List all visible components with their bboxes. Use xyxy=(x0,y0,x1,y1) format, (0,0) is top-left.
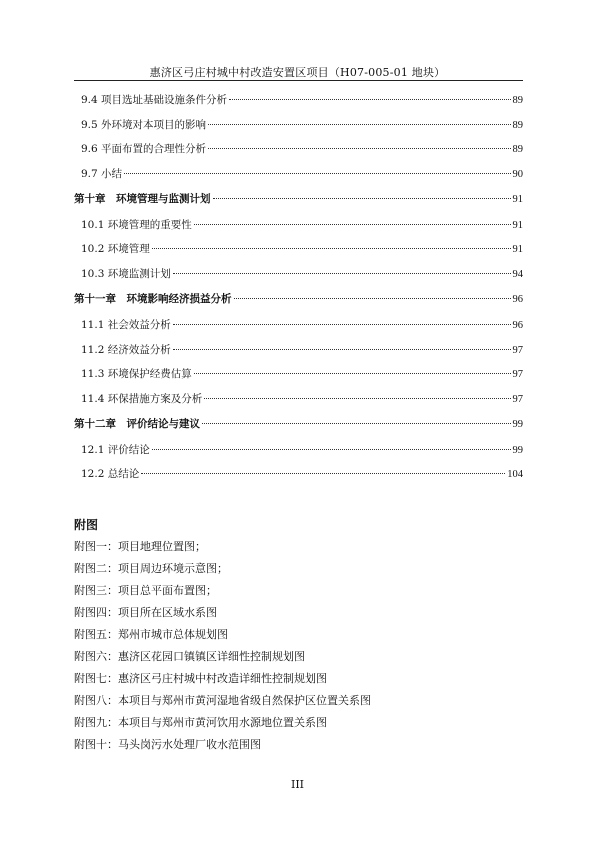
toc-leader-dots xyxy=(213,198,511,199)
toc-entry-page: 97 xyxy=(512,369,523,381)
toc-section-entry[interactable] xyxy=(74,141,523,166)
toc-entry-page: 91 xyxy=(512,244,523,256)
toc-entry-label: 11.4 环保措施方案及分析 xyxy=(81,392,203,405)
toc-entry-page: 99 xyxy=(512,418,523,430)
toc-entry-page: 89 xyxy=(512,119,523,131)
header-divider xyxy=(74,80,523,81)
toc-entry-page: 89 xyxy=(512,144,523,156)
appendix-item: 附图八：本项目与郑州市黄河湿地省级自然保护区位置关系图 xyxy=(74,694,371,707)
appendix-item: 附图十：马头岗污水处理厂收水范围图 xyxy=(74,738,261,751)
toc-leader-dots xyxy=(152,248,511,249)
page-number: III xyxy=(290,778,305,791)
toc-leader-dots xyxy=(194,224,511,225)
appendix-item: 附图五：郑州市城市总体规划图 xyxy=(74,628,228,641)
appendix-item: 附图九：本项目与郑州市黄河饮用水源地位置关系图 xyxy=(74,716,327,729)
toc-entry-label: 11.2 经济效益分析 xyxy=(81,343,171,356)
toc-section-entry[interactable] xyxy=(74,92,523,117)
toc-leader-dots xyxy=(173,349,511,350)
toc-section-entry[interactable] xyxy=(74,366,523,391)
appendix-item: 附图二：项目周边环境示意图； xyxy=(74,562,228,575)
toc-leader-dots xyxy=(204,398,510,399)
toc-entry-label: 11.1 社会效益分析 xyxy=(81,318,171,331)
toc-entry-page: 96 xyxy=(512,293,523,305)
toc-leader-dots xyxy=(173,273,511,274)
toc-leader-dots xyxy=(234,298,511,299)
toc-entry-page: 91 xyxy=(512,219,523,231)
toc-entry-label: 12.2 总结论 xyxy=(81,468,140,481)
toc-entry-label: 9.6 平面布置的合理性分析 xyxy=(81,143,207,156)
toc-leader-dots xyxy=(124,173,510,174)
toc-entry-label: 9.7 小结 xyxy=(81,168,123,181)
toc-leader-dots xyxy=(229,99,510,100)
toc-section-entry[interactable] xyxy=(74,241,523,266)
toc-section-entry[interactable] xyxy=(74,442,523,467)
toc-chapter-entry[interactable] xyxy=(74,416,523,442)
appendix-item: 附图四：项目所在区域水系图 xyxy=(74,606,217,619)
appendix-list xyxy=(74,536,523,756)
toc-section-entry[interactable] xyxy=(74,266,523,291)
appendix-item: 附图三：项目总平面布置图； xyxy=(74,584,217,597)
toc-section-entry[interactable] xyxy=(74,391,523,416)
running-header: 惠济区弓庄村城中村改造安置区项目（H07-005-01 地块） xyxy=(149,66,446,79)
toc-leader-dots xyxy=(173,324,511,325)
toc-entry-label: 9.4 项目选址基础设施条件分析 xyxy=(81,94,228,106)
toc-entry-page: 96 xyxy=(512,319,523,331)
toc-section-entry[interactable] xyxy=(74,217,523,242)
toc-entry-label: 第十一章 环境影响经济损益分析 xyxy=(74,292,232,305)
toc-leader-dots xyxy=(194,373,511,374)
toc-entry-label: 10.1 环境管理的重要性 xyxy=(81,218,192,231)
toc-entry-label: 10.2 环境管理 xyxy=(81,243,150,256)
toc-entry-page: 97 xyxy=(512,393,523,405)
toc-entry-label: 第十章 环境管理与监测计划 xyxy=(74,192,211,205)
toc-section-entry[interactable] xyxy=(74,317,523,342)
toc-chapter-entry[interactable] xyxy=(74,291,523,317)
toc-entry-page: 99 xyxy=(512,444,523,456)
toc-leader-dots xyxy=(202,423,511,424)
toc-entry-label: 第十二章 评价结论与建议 xyxy=(74,417,200,430)
toc-section-entry[interactable] xyxy=(74,466,523,491)
toc-entry-page: 104 xyxy=(507,469,523,481)
toc-entry-page: 90 xyxy=(512,169,523,181)
appendix-item: 附图一：项目地理位置图； xyxy=(74,540,206,553)
toc-section-entry[interactable] xyxy=(74,342,523,367)
toc-entry-label: 12.1 评价结论 xyxy=(81,443,150,456)
table-of-contents xyxy=(74,92,523,491)
toc-entry-label: 11.3 环境保护经费估算 xyxy=(81,368,192,381)
toc-entry-label: 9.5 外环境对本项目的影响 xyxy=(81,118,207,131)
toc-entry-page: 94 xyxy=(512,269,523,281)
toc-leader-dots xyxy=(208,124,510,125)
toc-entry-page: 97 xyxy=(512,344,523,356)
toc-entry-label: 10.3 环境监测计划 xyxy=(81,268,171,281)
appendix-item: 附图六：惠济区花园口镇镇区详细性控制规划图 xyxy=(74,650,305,663)
toc-leader-dots xyxy=(208,148,510,149)
appendix-item: 附图七：惠济区弓庄村城中村改造详细性控制规划图 xyxy=(74,672,327,685)
appendix-title: 附图 xyxy=(74,518,99,532)
toc-chapter-entry[interactable] xyxy=(74,191,523,217)
toc-entry-page: 89 xyxy=(512,95,523,106)
toc-section-entry[interactable] xyxy=(74,117,523,142)
toc-entry-page: 91 xyxy=(512,193,523,205)
toc-leader-dots xyxy=(141,473,505,474)
toc-section-entry[interactable] xyxy=(74,166,523,191)
appendix-section xyxy=(74,514,523,756)
toc-leader-dots xyxy=(152,449,511,450)
